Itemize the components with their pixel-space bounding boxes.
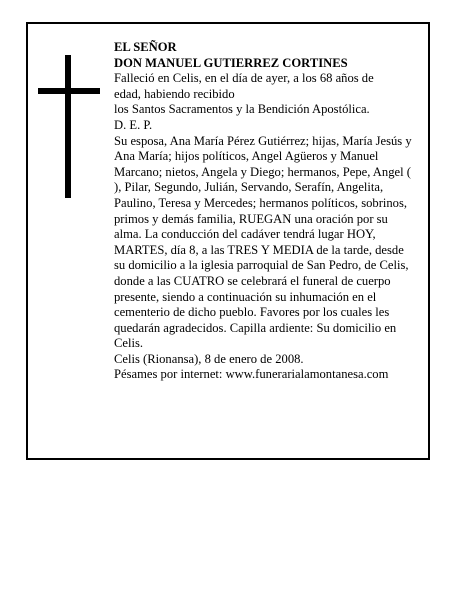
cross-horizontal-bar <box>38 88 100 94</box>
death-announcement-line-1: Falleció en Celis, en el día de ayer, a los 68 años de <box>114 71 374 86</box>
death-announcement-line-2: edad, habiendo recibido <box>114 86 235 101</box>
cross-vertical-bar <box>65 55 71 198</box>
place-and-date: Celis (Rionansa), 8 de enero de 2008. <box>114 351 304 366</box>
family-and-ceremony-paragraph: Su esposa, Ana María Pérez Gutiérrez; hijas, María Jesús y Ana María; hijos políticos, Angel Agüeros y Manuel Marcano; nietos, Angela y Diego; hermanos, Pepe, Angel ( ), Pilar, Segundo, Julián, Servando, Serafín, Angelita, Paulino, Teresa y Mercedes; hermanos políticos, sobrinos, primos y demás familia, RUEGAN una oración por su alma. La conducción del cadáver tendrá lugar HOY, MARTES, día 8, a las TRES Y MEDIA de la tarde, desde su domicilio a la iglesia parroquial de San Pedro, de Celis, donde a las CUATRO se celebrará el funeral de cuerpo presente, siendo a continuación su inhumación en el cementerio de dicho pueblo. Favores por los cuales les quedarán agradecidos. Capilla ardiente: Su domicilio en Celis. <box>114 133 412 351</box>
deceased-name: DON MANUEL GUTIERREZ CORTINES <box>114 55 348 70</box>
sacraments-line: los Santos Sacramentos y la Bendición Apostólica. <box>114 102 370 117</box>
cross-icon <box>38 55 100 198</box>
rest-in-peace: D. E. P. <box>114 117 153 132</box>
deceased-title: EL SEÑOR <box>114 40 177 54</box>
obituary-text <box>114 40 414 383</box>
condolences-line: Pésames por internet: www.funerarialamontanesa.com <box>114 367 389 382</box>
